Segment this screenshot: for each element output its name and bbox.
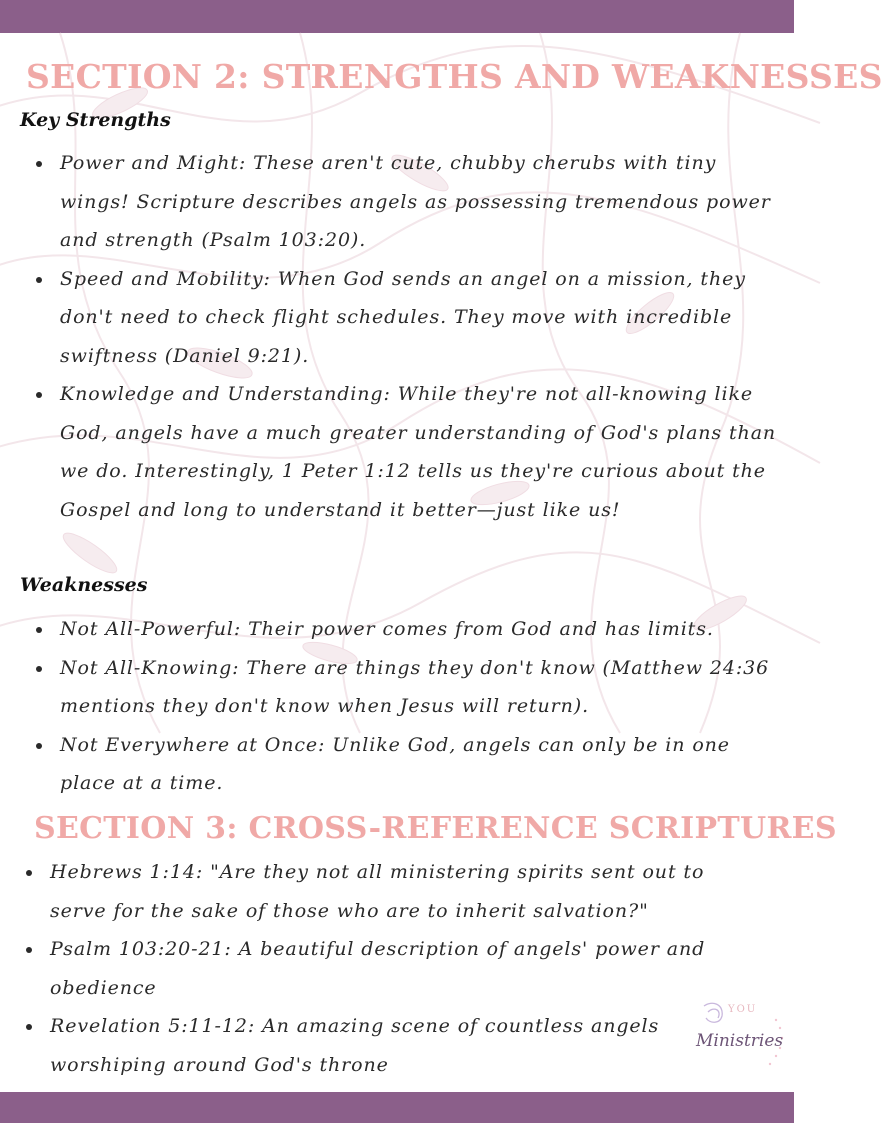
bullet-icon xyxy=(36,666,42,672)
strengths-list xyxy=(60,144,780,529)
bullet-icon xyxy=(26,870,32,876)
bottom-band xyxy=(0,1092,794,1123)
list-item: Psalm 103:20-21: A beautiful description of angels' power and obedience xyxy=(50,930,750,1007)
bullet-icon xyxy=(36,743,42,749)
ministries-logo xyxy=(694,998,790,1082)
list-item: Hebrews 1:14: "Are they not all ministering spirits sent out to serve for the sake of those who are to inherit salvation?" xyxy=(50,853,750,930)
key-strengths-heading: Key Strengths xyxy=(20,109,171,131)
scripture-list xyxy=(50,853,750,1084)
weaknesses-heading: Weaknesses xyxy=(20,574,148,596)
bullet-icon xyxy=(36,392,42,398)
bullet-icon xyxy=(36,627,42,633)
bullet-icon xyxy=(36,277,42,283)
logo-letters: YOU xyxy=(728,1004,758,1015)
logo-text: Ministries xyxy=(696,1031,784,1051)
list-item: Not All-Knowing: There are things they don't know (Matthew 24:36 mentions they don't know when Jesus will return). xyxy=(60,649,780,726)
top-band xyxy=(0,0,794,33)
list-item: Knowledge and Understanding: While they're not all-knowing like God, angels have a much greater understanding of God's plans than we do. Interestingly, 1 Peter 1:12 tells us they're curious about the Gospel and long to understand it better—just like us! xyxy=(60,375,780,529)
list-item: Not All-Powerful: Their power comes from God and has limits. xyxy=(60,610,780,649)
weaknesses-list xyxy=(60,610,780,803)
section-3-title: SECTION 3: CROSS-REFERENCE SCRIPTURES xyxy=(34,811,837,846)
list-item: Revelation 5:11-12: An amazing scene of countless angels worshiping around God's throne xyxy=(50,1007,750,1084)
bullet-icon xyxy=(26,947,32,953)
section-2-title: SECTION 2: STRENGTHS AND WEAKNESSES xyxy=(26,57,883,96)
list-item: Speed and Mobility: When God sends an angel on a mission, they don't need to check flight schedules. They move with incredible swiftness (Daniel 9:21). xyxy=(60,260,780,376)
bullet-icon xyxy=(36,161,42,167)
list-item: Not Everywhere at Once: Unlike God, angels can only be in one place at a time. xyxy=(60,726,780,803)
list-item: Power and Might: These aren't cute, chubby cherubs with tiny wings! Scripture describes angels as possessing tremendous power and strength (Psalm 103:20). xyxy=(60,144,780,260)
page-content xyxy=(0,33,883,1092)
bullet-icon xyxy=(26,1024,32,1030)
